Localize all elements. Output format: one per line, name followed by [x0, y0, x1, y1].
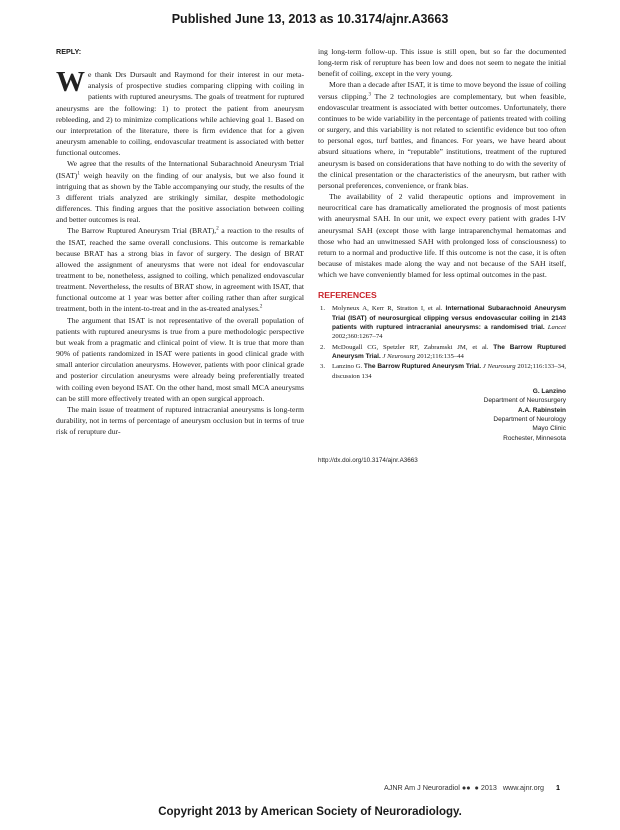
reference-cite: 2012;116:135–44: [415, 352, 464, 360]
page-number: 1: [556, 783, 560, 792]
reference-item: [318, 362, 566, 381]
citation-sup: 2: [259, 304, 263, 310]
paragraph-5: The main issue of treatment of ruptured intracranial aneurysms is long-term durability, not in terms of percentage of aneurysm occlusion but in terms of true risk of rerupture dur-: [56, 404, 304, 437]
reply-heading: REPLY:: [56, 47, 82, 56]
reference-number: 3.: [320, 363, 326, 371]
drop-cap: W: [56, 66, 85, 99]
right-column: [318, 46, 566, 466]
references-heading: REFERENCES: [318, 290, 377, 301]
page-footer: [384, 783, 560, 792]
paragraph-2-text-b: weigh heavily on the finding of our analysis, but we also found it intriguing that as shown by the Table accompanying our study, the results of the 3 different trials analyzed are strikingly similar, despite methodologic differences. This finding argues that the positive association between coiling and better outcomes is real.: [56, 170, 304, 225]
reference-authors: Molyneux A, Kerr R, Stratton I, et al.: [332, 305, 446, 313]
reference-cite: 2012;116:133–34, discussion 134: [332, 363, 566, 380]
paragraph-3-text-a: The Barrow Ruptured Aneurysm Trial (BRAT),: [67, 226, 217, 236]
reference-title: The Barrow Ruptured Aneurysm Trial.: [332, 343, 566, 360]
paragraph-8: The availability of 2 valid therapeutic options and improvement in neurocritical care has dramatically ameliorated the prognosis of most patients with aneurysmal SAH. In our unit, we expect every patient with grades I-IV aneurysmal SAH (except those with large intraparenchymal hematomas and those who had an unwitnessed SAH with prolonged loss of consciousness) to return to a normal and productive life. If this outcome is not the case, it is often because of mistakes made along the way and not because of the SAH itself, which we have conveniently blamed for less optimal outcomes in the past.: [318, 192, 566, 280]
paragraph-7-text-a: More than a decade after ISAT, it is time to move beyond the issue of coiling versus clipping.: [318, 80, 566, 101]
paragraph-6: ing long-term follow-up. This issue is still open, but so far the documented long-term risk of rerupture has been low and does not seem to negate the initial benefit of coiling, except in the very young.: [318, 47, 566, 79]
paragraph-1: [56, 66, 304, 158]
reference-authors: McDougall CG, Spetzler RF, Zabramski JM, et al.: [332, 343, 494, 351]
reference-journal: Lancet: [544, 324, 566, 332]
paragraph-2: [56, 158, 304, 225]
reference-item: [318, 343, 566, 362]
published-banner: Published June 13, 2013 as 10.3174/ajnr.A3663: [171, 12, 449, 26]
reference-journal: J Neurosurg: [380, 352, 416, 360]
paragraph-7: [318, 79, 566, 191]
citation-sup: 2: [216, 226, 219, 232]
author-name: A.A. Rabinstein: [517, 406, 566, 414]
paragraph-3-text-b: a reaction to the results of the ISAT, reached the same overall conclusions. This outcome is remarkable because BRAT has a strong bias in favor of surgery. The design of BRAT allowed the assignment of aneurysms that were not ideal for endovascular treatment to be, nonetheless, assigned to coiling, which penalized endovascular treatment. Nevertheless, the results of BRAT show, in agreement with ISAT, that functional outcome at 1 year was better after coiling rather than after surgical treatment, both in the intent-to-treat and in the as-treated analyses.: [56, 226, 304, 314]
citation-sup: 1: [77, 171, 80, 176]
reference-number: 1.: [320, 305, 326, 313]
author-department: Department of Neurosurgery: [483, 397, 566, 405]
author-institution: Mayo Clinic: [532, 425, 566, 433]
reference-item: [318, 304, 566, 341]
reference-title: International Subarachnoid Aneurysm Trial (ISAT) of neurosurgical clipping versus endovascular coiling in 2143 patients with ruptured intracranial aneurysms: a randomised trial.: [332, 305, 566, 332]
reference-authors: Lanzino G.: [332, 363, 364, 371]
author-department: Department of Neurology: [493, 416, 566, 424]
reference-journal: J Neurosurg: [481, 363, 516, 371]
paragraph-4: The argument that ISAT is not representative of the overall population of patients with ruptured aneurysms is true from a pure methodologic perspective but weak from a pragmatic and clinical point of view. It is true that more than 90% of patients randomized in ISAT were patients in good clinical grade with small anterior circulation aneurysms. However, patients with poor clinical grade and posterior circulation aneurysms were already being preferentially treated with coiling even beyond ISAT. On the other hand, most small MCA aneurysms can be still more effectively treated with an open surgical approach.: [56, 315, 304, 403]
copyright-notice: Copyright 2013 by American Society of Neuroradiology.: [158, 806, 462, 818]
reference-number: 2.: [320, 343, 326, 351]
doi-link[interactable]: http://dx.doi.org/10.3174/ajnr.A3663: [318, 457, 418, 465]
author-signature: [318, 387, 566, 443]
paragraph-7-text-b: The 2 technologies are complementary, but when feasible, endovascular treatment is associated with better outcomes. Unfortunately, there continues to be wide variability in the percentage of patients treated with coiling or surgery, and this variability is not related to scientific evidence but too often to personal egos, turf battles, and finances. For years, we have heard about absurd situations where, in “reputable” institutions, treatment of the ruptured aneurysm is based on considerations that have nothing to do with the severity of the clinical presentation or the characteristics of the aneurysm, but rather with personal preferences, convenience, or frank bias.: [318, 91, 566, 190]
left-column: [56, 46, 304, 437]
author-name: G. Lanzino: [532, 387, 566, 395]
reference-cite: 2002;360:1267–74: [332, 333, 383, 341]
reference-title: The Barrow Ruptured Aneurysm Trial.: [363, 363, 482, 371]
paragraph-3: [56, 225, 304, 314]
author-city: Rochester, Minnesota: [503, 434, 566, 442]
footer-journal: AJNR Am J Neuroradiol ●● ● 2013 www.ajnr.org: [383, 783, 544, 792]
paragraph-1-text: e thank Drs Dursault and Raymond for their interest in our meta-analysis of prospective studies comparing clipping with coiling in patients with ruptured aneurysms. The goals of treatment for ruptured aneurysms are the following: 1) to protect the patient from aneurysm rebleeding, and 2) to minimize complications while achieving goal 1. Based on our interpretation of the literature, there is firm evidence that for a given aneurysm amenable to coiling, endovascular treatment is associated with better functional outcomes.: [56, 70, 304, 158]
paragraph-2-text-a: We agree that the results of the International Subarachnoid Aneurysm Trial (ISAT): [56, 159, 304, 180]
references-list: [318, 304, 566, 380]
citation-sup: 3: [368, 92, 371, 98]
